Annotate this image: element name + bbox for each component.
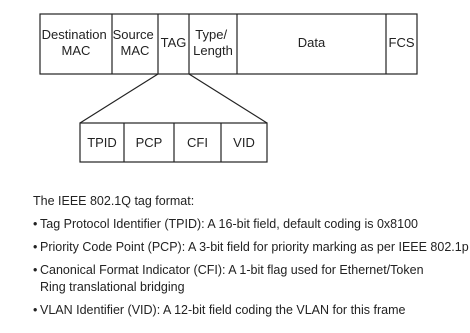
bullet-symbol: • [33,303,38,317]
tag-field-pcp: PCP [135,135,163,150]
tag-field-tpid: TPID [87,135,117,150]
field-type-length: Type/ Length [193,27,233,58]
list-item-vid [33,302,469,319]
expansion-line-left [80,74,158,123]
frame-labels [42,27,415,58]
bullet-symbol: • [33,217,38,231]
bullet-symbol: • [33,263,38,277]
field-destination-mac: Destination MAC [41,27,107,58]
tag-field-vid: VID [233,135,255,150]
list-item-text-continued: Ring translational bridging [40,280,185,294]
list-item-text: Priority Code Point (PCP): A 3-bit field for priority marking as per IEEE 802.1p [40,240,469,254]
list-item-text: Tag Protocol Identifier (TPID): A 16-bit field, default coding is 0x8100 [40,217,418,231]
tag-format-description [33,193,469,325]
tag-field-cfi: CFI [187,135,208,150]
list-item-text: VLAN Identifier (VID): A 12-bit field coding the VLAN for this frame [40,303,406,317]
field-tag: TAG [160,35,187,50]
caption-title: The IEEE 802.1Q tag format: [33,194,195,208]
list-item-tpid [33,216,469,233]
bullet-symbol: • [33,240,38,254]
field-fcs: FCS [388,35,415,50]
tag-labels [87,135,255,150]
field-source-mac: Source MAC [112,27,154,58]
expansion-line-right [189,74,267,123]
list-item-pcp [33,239,469,256]
list-item-cfi [33,262,469,296]
list-item-text: Canonical Format Indicator (CFI): A 1-bit flag used for Ethernet/Token [40,263,424,277]
field-description-list [33,216,469,319]
field-data: Data [297,35,326,50]
tag-expansion-lines [80,74,267,123]
